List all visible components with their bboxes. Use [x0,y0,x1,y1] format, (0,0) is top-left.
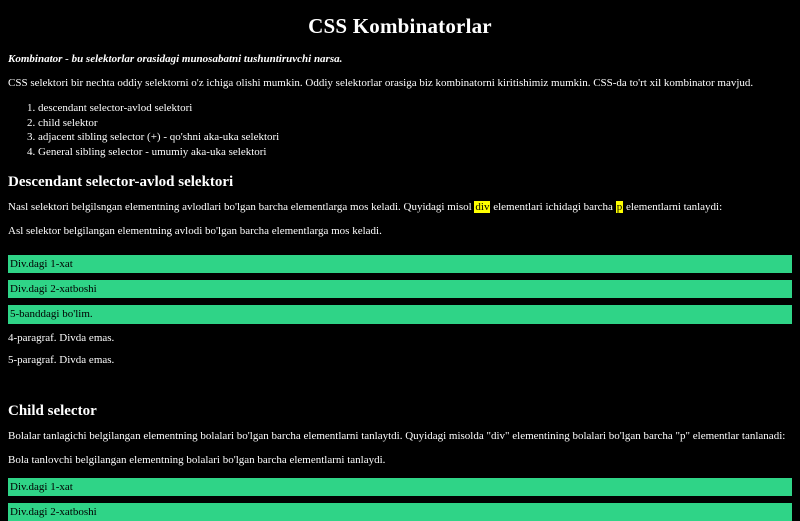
descendant-desc-part3: elementlarni tanlaydi: [625,201,723,214]
intro-paragraph: CSS selektori bir nechta oddiy selektorni o'z ichiga olishi mumkin. Oddiy selektorlar orasiga biz kombinatorni kiritishimiz mumkin. CSS-da to'rt xil kombinator mavjud. [8,77,754,89]
combinator-list [8,101,792,160]
list-item: 1. descendant selector-avlod selektori [38,101,792,116]
highlight-div-token: div [475,201,490,214]
highlighted-row: Div.dagi 2-xatboshi [8,503,792,521]
page-title: CSS Kombinatorlar [308,14,492,38]
plain-row: 5-paragraf. Divda emas. [8,353,115,366]
highlight-p-token: p [616,201,623,214]
highlighted-row: 5-banddagi bo'lim. [8,305,792,323]
descendant-desc-part1: Nasl selektori belgilsngan elementning avlodlari bo'lgan barcha elementlarga mos keladi. Quyidagi misol [8,201,472,214]
highlighted-row: Div.dagi 1-xat [8,478,792,496]
list-item: 4. General sibling selector - umumiy aka-uka selektori [38,145,792,160]
spacer [8,375,792,389]
descendant-note: Asl selektor belgilangan elementning avlodi bo'lgan barcha elementlarga mos keladi. [8,224,382,237]
child-description: Bolalar tanlagichi belgilangan elementning bolalari bo'lgan barcha elementlarni tanlaytdi. Quyidagi misolda "div" elementining bolalari bo'lgan barcha "p" elementlar tanlanadi: [8,430,786,443]
highlighted-row: Div.dagi 2-xatboshi [8,280,792,298]
child-note: Bola tanlovchi belgilangan elementning bolalari bo'lgan barcha elementlarni tanlaydi. [8,453,386,466]
lead-paragraph: Kombinator - bu selektorlar orasidagi munosabatni tushuntiruvchi narsa. [8,53,343,65]
list-item: 3. adjacent sibling selector (+) - qo'shni aka-uka selektori [38,130,792,145]
section-heading-child: Child selector [8,403,97,420]
descendant-desc-part2: elementlari ichidagi barcha [493,201,613,214]
highlighted-row: Div.dagi 1-xat [8,255,792,273]
descendant-description [8,201,792,215]
list-item: 2. child selektor [38,116,792,131]
plain-row: 4-paragraf. Divda emas. [8,331,115,344]
section-heading-descendant: Descendant selector-avlod selektori [8,174,234,191]
